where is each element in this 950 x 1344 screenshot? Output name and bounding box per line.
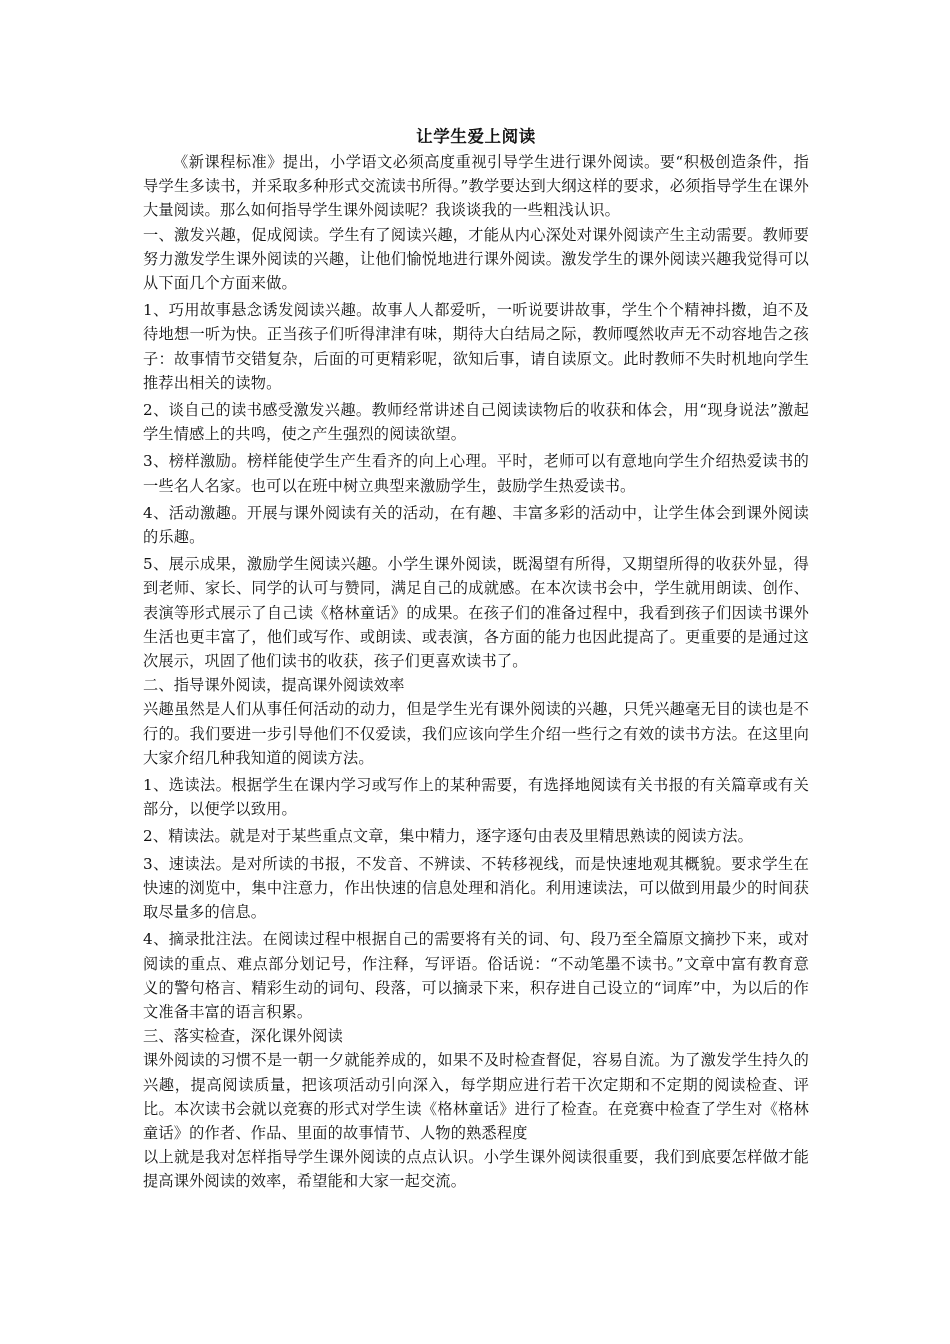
section-heading-2: 二、指导课外阅读，提高课外阅读效率 xyxy=(143,676,405,695)
paragraph-section-2: 兴趣虽然是人们从事任何活动的动力，但是学生光有课外阅读的兴趣，只凭兴趣毫无目的读也是不行的。我们要进一步引导他们不仅爱读，我们应该向学生介绍一些行之有效的读书方法。在这里向大家介绍几种我知道的阅读方法。 xyxy=(143,700,809,767)
list-item-2-3: 3、速读法。是对所读的书报，不发音、不辨读、不转移视线，而是快速地观其概貌。要求学生在快速的浏览中，集中注意力，作出快速的信息处理和消化。利用速读法，可以做到用最少的时间获取尽量多的信息。 xyxy=(143,854,809,922)
list-item-1-4: 4、活动激趣。开展与课外阅读有关的活动，在有趣、丰富多彩的活动中，让学生体会到课外阅读的乐趣。 xyxy=(143,503,809,547)
list-item-2-2: 2、精读法。就是对于某些重点文章，集中精力，逐字逐句由表及里精思熟读的阅读方法。 xyxy=(143,827,753,846)
section-heading-3: 三、落实检查，深化课外阅读 xyxy=(143,1027,344,1046)
paragraph-intro: 《新课程标准》提出，小学语文必须高度重视引导学生进行课外阅读。要“积极创造条件，指导学生多读书，并采取多种形式交流读书所得。”教学要达到大纲这样的要求，必须指导学生在课外大量阅读。那么如何指导学生课外阅读呢？我谈谈我的一些粗浅认识。 xyxy=(143,153,809,220)
list-item-2-1: 1、选读法。根据学生在课内学习或写作上的某种需要，有选择地阅读有关书报的有关篇章或有关部分，以便学以致用。 xyxy=(143,776,809,819)
document-title: 让学生爱上阅读 xyxy=(416,127,536,146)
list-item-1-5: 5、展示成果，激励学生阅读兴趣。小学生课外阅读，既渴望有所得，又期望所得的收获外显，得到老师、家长、同学的认可与赞同，满足自己的成就感。在本次读书会中，学生就用朗读、创作、表演等形式展示了自己读《格林童话》的成果。在孩子们的准备过程中，我看到孩子们因读书课外生活也更丰富了，他们或写作、或朗读、或表演，各方面的能力也因此提高了。更重要的是通过这次展示，巩固了他们读书的收获，孩子们更喜欢读书了。 xyxy=(143,555,809,671)
paragraph-section-3: 课外阅读的习惯不是一朝一夕就能养成的，如果不及时检查督促，容易自流。为了激发学生持久的兴趣，提高阅读质量，把该项活动引向深入，每学期应进行若干次定期和不定期的阅读检查、评比。本次读书会就以竞赛的形式对学生读《格林童话》进行了检查。在竞赛中检查了学生对《格林童话》的作者、作品、里面的故事情节、人物的熟悉程度 xyxy=(143,1051,809,1142)
list-item-2-4: 4、摘录批注法。在阅读过程中根据自己的需要将有关的词、句、段乃至全篇原文摘抄下来，或对阅读的重点、难点部分划记号，作注释，写评语。俗话说：“不动笔墨不读书。”文章中富有教育意义的警句格言、精彩生动的词句、段落，可以摘录下来，积存进自己设立的“词库”中，为以后的作文准备丰富的语言积累。 xyxy=(143,930,809,1021)
list-item-1-3: 3、榜样激励。榜样能使学生产生看齐的向上心理。平时，老师可以有意地向学生介绍热爱读书的一些名人名家。也可以在班中树立典型来激励学生，鼓励学生热爱读书。 xyxy=(143,452,809,495)
paragraph-conclusion: 以上就是我对怎样指导学生课外阅读的点点认识。小学生课外阅读很重要，我们到底要怎样做才能提高课外阅读的效率，希望能和大家一起交流。 xyxy=(143,1148,809,1191)
list-item-1-2: 2、谈自己的读书感受激发兴趣。教师经常讲述自己阅读读物后的收获和体会，用“现身说法”激起学生情感上的共鸣，使之产生强烈的阅读欲望。 xyxy=(143,401,809,444)
list-item-1-1: 1、巧用故事悬念诱发阅读兴趣。故事人人都爱听，一听说要讲故事，学生个个精神抖擞，迫不及待地想一听为快。正当孩子们听得津津有味，期待大白结局之际，教师嘎然收声无不动容地告之孩子：故事情节交错复杂，后面的可更精彩呢，欲知后事，请自读原文。此时教师不失时机地向学生推荐出相关的读物。 xyxy=(143,301,809,392)
document-page xyxy=(143,126,809,1194)
section-heading-1: 一、激发兴趣，促成阅读。学生有了阅读兴趣，才能从内心深处对课外阅读产生主动需要。教师要努力激发学生课外阅读的兴趣，让他们愉悦地进行课外阅读。激发学生的课外阅读兴趣我觉得可以从下面几个方面来做。 xyxy=(143,225,809,293)
